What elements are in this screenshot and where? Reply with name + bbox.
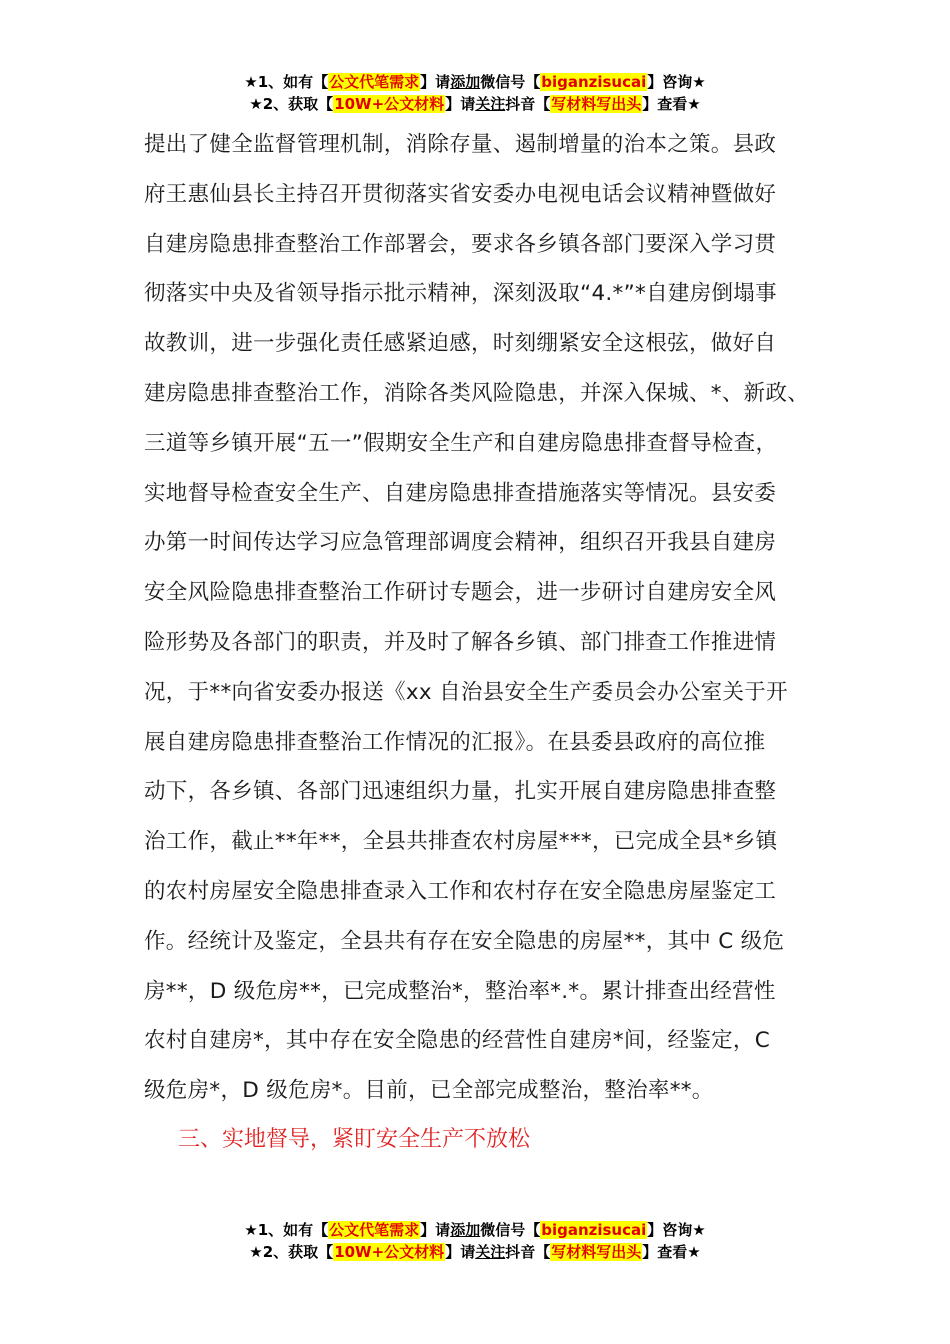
banner-text: 】咨询★ [647, 73, 706, 91]
body-line: 动下，各乡镇、各部门迅速组织力量，扎实开展自建房隐患排查整 [144, 779, 777, 805]
banner-text: 】请 [420, 1221, 451, 1239]
body-line: 的农村房屋安全隐患排查录入工作和农村存在安全隐患房屋鉴定工 [144, 878, 777, 904]
highlight-text: 公文代笔需求 [329, 73, 420, 91]
banner-text: 抖音【 [505, 95, 551, 113]
body-line: 实地督导检查安全生产、自建房隐患排查措施落实等情况。县安委 [144, 480, 777, 506]
body-line: 提出了健全监督管理机制，消除存量、遏制增量的治本之策。县政 [144, 132, 777, 157]
banner-underlined-text: 关注 [475, 95, 506, 113]
body-line: 作。经统计及鉴定，全县共有存在安全隐患的房屋**，其中 C 级危 [144, 928, 785, 954]
banner-underlined-text: 添加 [450, 1221, 481, 1239]
banner-line-1 [0, 71, 950, 93]
banner-text: 】查看★ [642, 1243, 701, 1261]
body-line: 房**，D 级危房**，已完成整治*，整治率*.*。累计排查出经营性 [144, 978, 776, 1004]
highlight-text: 10W+公文材料 [334, 95, 445, 113]
body-line: 险形势及各部门的职责，并及时了解各乡镇、部门排查工作推进情 [144, 629, 777, 655]
section-heading: 三、实地督导，紧盯安全生产不放松 [178, 1127, 531, 1152]
body-line: 府王惠仙县长主持召开贯彻落实省安委办电视电话会议精神暨做好 [144, 181, 777, 207]
highlight-text: 公文代笔需求 [329, 1221, 420, 1239]
body-line: 况，于**向省安委办报送《xx 自治县安全生产委员会办公室关于开 [144, 679, 788, 705]
body-line: 农村自建房*，其中存在安全隐患的经营性自建房*间，经鉴定，C [144, 1028, 771, 1054]
banner-line-2 [0, 93, 950, 115]
banner-text: 微信号【 [480, 1221, 541, 1239]
body-line: 安全风险隐患排查整治工作研讨专题会，进一步研讨自建房安全风 [144, 580, 777, 606]
body-paragraph [144, 120, 824, 1116]
banner-text: ★2、获取【 [249, 1243, 334, 1261]
banner-line-1 [0, 1219, 950, 1241]
body-line: 治工作，截止**年**，全县共排查农村房屋***，已完成全县*乡镇 [144, 829, 778, 855]
banner-text: 】咨询★ [647, 1221, 706, 1239]
highlight-text: biganzisucai [541, 73, 647, 91]
top-banner [0, 71, 950, 115]
banner-text: ★1、如有【 [244, 1221, 329, 1239]
banner-text: 微信号【 [480, 73, 541, 91]
highlight-text: 写材料写出头 [551, 1243, 642, 1261]
banner-underlined-text: 添加 [450, 73, 481, 91]
banner-text: 】请 [445, 1243, 476, 1261]
highlight-text: 写材料写出头 [551, 95, 642, 113]
bottom-banner [0, 1219, 950, 1263]
body-line: 彻落实中央及省领导指示批示精神，深刻汲取“4.*”*自建房倒塌事 [144, 281, 777, 307]
highlight-text: 10W+公文材料 [334, 1243, 445, 1261]
body-line: 办第一时间传达学习应急管理部调度会精神，组织召开我县自建房 [144, 530, 777, 556]
banner-text: 】请 [445, 95, 476, 113]
body-line: 自建房隐患排查整治工作部署会，要求各乡镇各部门要深入学习贯 [144, 231, 777, 257]
banner-underlined-text: 关注 [475, 1243, 506, 1261]
banner-text: 抖音【 [505, 1243, 551, 1261]
banner-text: 】查看★ [642, 95, 701, 113]
body-line: 建房隐患排查整治工作，消除各类风险隐患，并深入保城、*、新政、 [144, 380, 810, 406]
banner-line-2 [0, 1241, 950, 1263]
highlight-text: biganzisucai [541, 1221, 647, 1239]
banner-text: ★1、如有【 [244, 73, 329, 91]
banner-text: ★2、获取【 [249, 95, 334, 113]
body-line: 展自建房隐患排查整治工作情况的汇报》。在县委县政府的高位推 [144, 729, 766, 755]
body-line: 三道等乡镇开展“五一”假期安全生产和自建房隐患排查督导检查， [144, 430, 778, 456]
body-line: 故教训，进一步强化责任感紧迫感，时刻绷紧安全这根弦，做好自 [144, 331, 777, 357]
body-line: 级危房*，D 级危房*。目前，已全部完成整治，整治率**。 [144, 1078, 714, 1104]
banner-text: 】请 [420, 73, 451, 91]
